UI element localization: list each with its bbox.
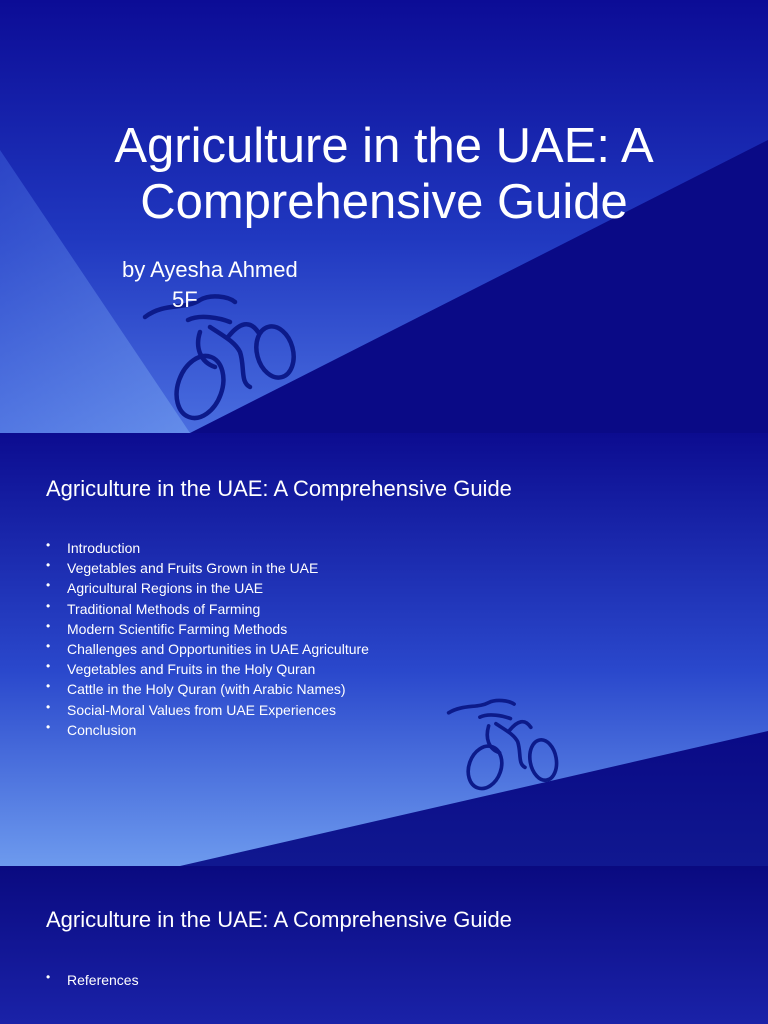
contents-list — [46, 538, 369, 740]
list-item: • Traditional Methods of Farming — [46, 599, 369, 619]
list-item: • Agricultural Regions in the UAE — [46, 578, 369, 598]
title-slide — [0, 0, 768, 433]
list-item: • Vegetables and Fruits in the Holy Quran — [46, 659, 369, 679]
list-item: • Introduction — [46, 538, 369, 558]
class-label: 5F — [172, 287, 198, 312]
list-item: • Social-Moral Values from UAE Experiences — [46, 700, 369, 720]
slide-heading: Agriculture in the UAE: A Comprehensive Guide — [46, 476, 512, 501]
references-slide — [0, 866, 768, 1024]
cyclist-icon — [445, 688, 565, 803]
list-item: • Vegetables and Fruits Grown in the UAE — [46, 558, 369, 578]
references-list — [46, 970, 139, 990]
list-item: • Modern Scientific Farming Methods — [46, 619, 369, 639]
list-item: • Cattle in the Holy Quran (with Arabic Names) — [46, 679, 369, 699]
list-item: • Challenges and Opportunities in UAE Agriculture — [46, 639, 369, 659]
slide-heading: Agriculture in the UAE: A Comprehensive Guide — [46, 907, 512, 932]
contents-slide — [0, 433, 768, 866]
list-item: • References — [46, 970, 139, 990]
author-name: by Ayesha Ahmed — [122, 257, 298, 282]
list-item: • Conclusion — [46, 720, 369, 740]
slide-title: Agriculture in the UAE: A Comprehensive Guide — [114, 119, 654, 229]
byline — [122, 255, 298, 315]
